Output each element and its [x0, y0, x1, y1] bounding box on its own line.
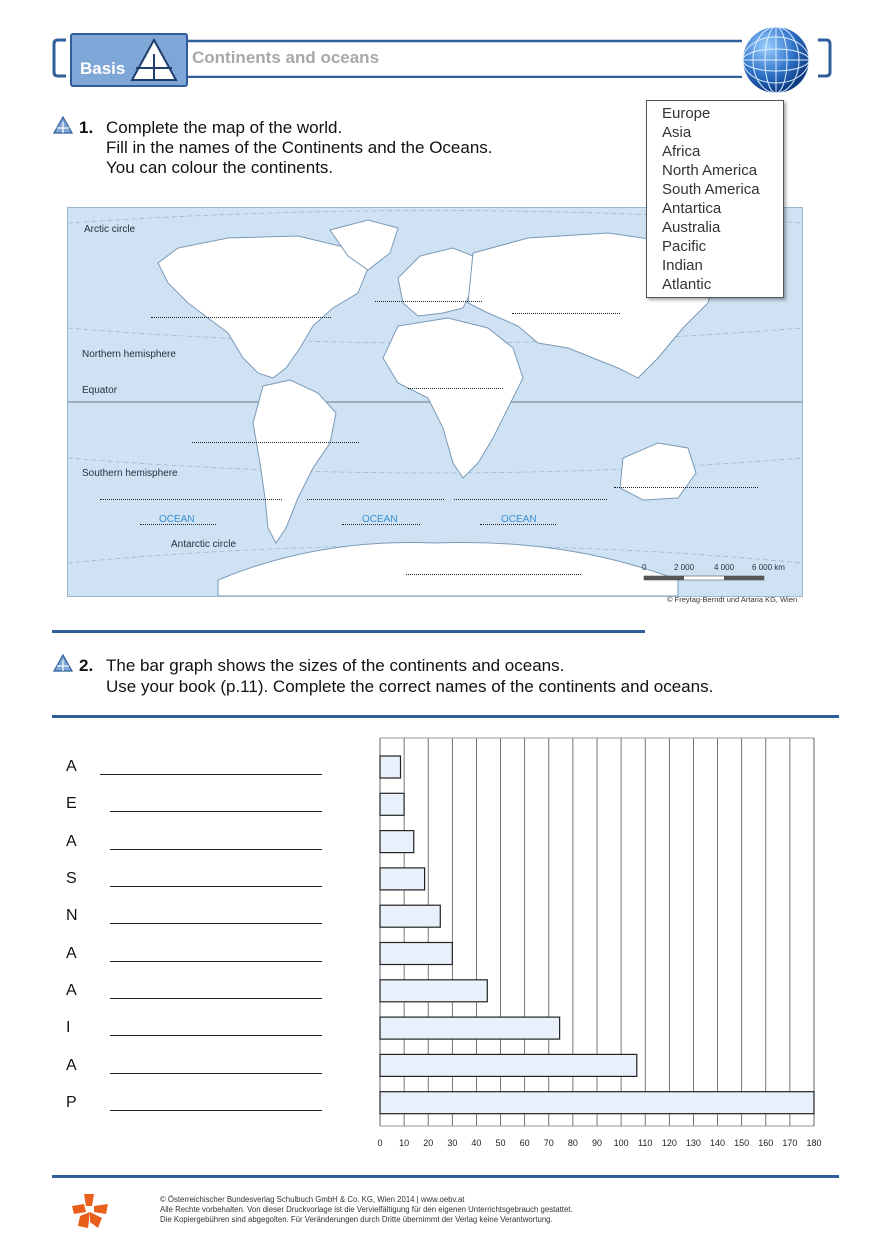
- x-tick-label: 180: [806, 1138, 822, 1148]
- x-tick-label: 160: [758, 1138, 774, 1148]
- task-2-number: 2.: [79, 656, 94, 675]
- answer-letter: A: [66, 982, 77, 999]
- x-tick-label: 80: [567, 1138, 578, 1148]
- x-tick-label: 0: [377, 1138, 383, 1148]
- x-tick-label: 10: [399, 1138, 410, 1148]
- map-credit: © Freytag-Berndt und Artaria KG, Wien: [667, 595, 798, 604]
- word-box-item: Europe: [662, 105, 711, 122]
- answer-letter: A: [66, 758, 77, 775]
- scale-tick: 6 000 km: [752, 563, 785, 572]
- x-tick-label: 70: [543, 1138, 554, 1148]
- task-2-line: The bar graph shows the sizes of the continents and oceans.: [106, 656, 565, 675]
- word-box-item: Pacific: [662, 238, 707, 255]
- answer-letter: A: [66, 833, 77, 850]
- scale-tick: 0: [642, 563, 647, 572]
- answer-letter: I: [66, 1019, 71, 1036]
- answer-letter: A: [66, 1057, 77, 1074]
- x-tick-label: 90: [591, 1138, 603, 1148]
- bar: [380, 905, 440, 927]
- bar: [380, 756, 400, 778]
- badge-label: Basis: [80, 59, 126, 78]
- map-label-antarctic: Antarctic circle: [171, 539, 237, 550]
- footer-line: Die Kopiergebühren sind abgegolten. Für Veränderungen durch Dritte übernimmt der Verlag keine Verantwortung.: [160, 1215, 553, 1224]
- word-box-item: Antartica: [662, 200, 722, 217]
- bar: [380, 1092, 814, 1114]
- answer-letter: A: [66, 945, 77, 962]
- bar: [380, 1054, 637, 1076]
- ocean-label: OCEAN: [362, 514, 398, 525]
- x-tick-label: 150: [734, 1138, 750, 1148]
- x-tick-label: 170: [782, 1138, 798, 1148]
- x-tick-label: 120: [661, 1138, 677, 1148]
- map-label-equator: Equator: [82, 385, 118, 396]
- ocean-label: OCEAN: [159, 514, 195, 525]
- bar: [380, 980, 487, 1002]
- x-tick-label: 30: [447, 1138, 458, 1148]
- footer-line: Alle Rechte vorbehalten. Von dieser Druckvorlage ist die Vervielfältigung für den eigenen Unterrichtsgebrauch gestattet.: [160, 1205, 573, 1214]
- footer-divider: [52, 1175, 839, 1178]
- task-2-line: Use your book (p.11). Complete the correct names of the continents and oceans.: [106, 677, 714, 696]
- word-box-item: Atlantic: [662, 276, 712, 293]
- answer-letter: N: [66, 907, 78, 924]
- word-box: [646, 100, 784, 298]
- x-tick-label: 60: [519, 1138, 530, 1148]
- task-1-number: 1.: [79, 118, 94, 137]
- bar: [380, 793, 404, 815]
- x-tick-label: 130: [685, 1138, 701, 1148]
- x-tick-label: 140: [710, 1138, 726, 1148]
- map-label-northern-hemisphere: Northern hemisphere: [82, 349, 176, 360]
- task-1-line: You can colour the continents.: [106, 158, 334, 177]
- map-label-southern-hemisphere: Southern hemisphere: [82, 468, 178, 479]
- publisher-logo-icon: [70, 1192, 110, 1232]
- word-box-item: Asia: [662, 124, 692, 141]
- x-tick-label: 40: [471, 1138, 482, 1148]
- map-label-arctic: Arctic circle: [84, 224, 136, 235]
- page-title: Continents and oceans: [192, 48, 380, 67]
- word-box-item: Africa: [662, 143, 701, 160]
- task-1-line: Complete the map of the world.: [106, 118, 343, 137]
- bar: [380, 868, 425, 890]
- bar: [380, 1017, 560, 1039]
- bar: [380, 831, 414, 853]
- scale-tick: 2 000: [674, 563, 695, 572]
- scale-tick: 4 000: [714, 563, 735, 572]
- x-tick-label: 50: [495, 1138, 506, 1148]
- bar: [380, 943, 452, 965]
- answer-letter: S: [66, 870, 77, 887]
- footer-line: © Österreichischer Bundesverlag Schulbuch GmbH & Co. KG, Wien 2014 | www.oebv.at: [160, 1195, 465, 1204]
- answer-letter: P: [66, 1094, 77, 1111]
- word-box-item: Australia: [662, 219, 721, 236]
- ocean-label: OCEAN: [501, 514, 537, 525]
- word-box-item: North America: [662, 162, 758, 179]
- x-tick-label: 20: [423, 1138, 434, 1148]
- task-1-line: Fill in the names of the Continents and the Oceans.: [106, 138, 493, 157]
- word-box-item: South America: [662, 181, 760, 198]
- x-tick-label: 100: [613, 1138, 629, 1148]
- word-box-item: Indian: [662, 257, 703, 274]
- x-tick-label: 110: [638, 1138, 653, 1148]
- answer-letter: E: [66, 795, 77, 812]
